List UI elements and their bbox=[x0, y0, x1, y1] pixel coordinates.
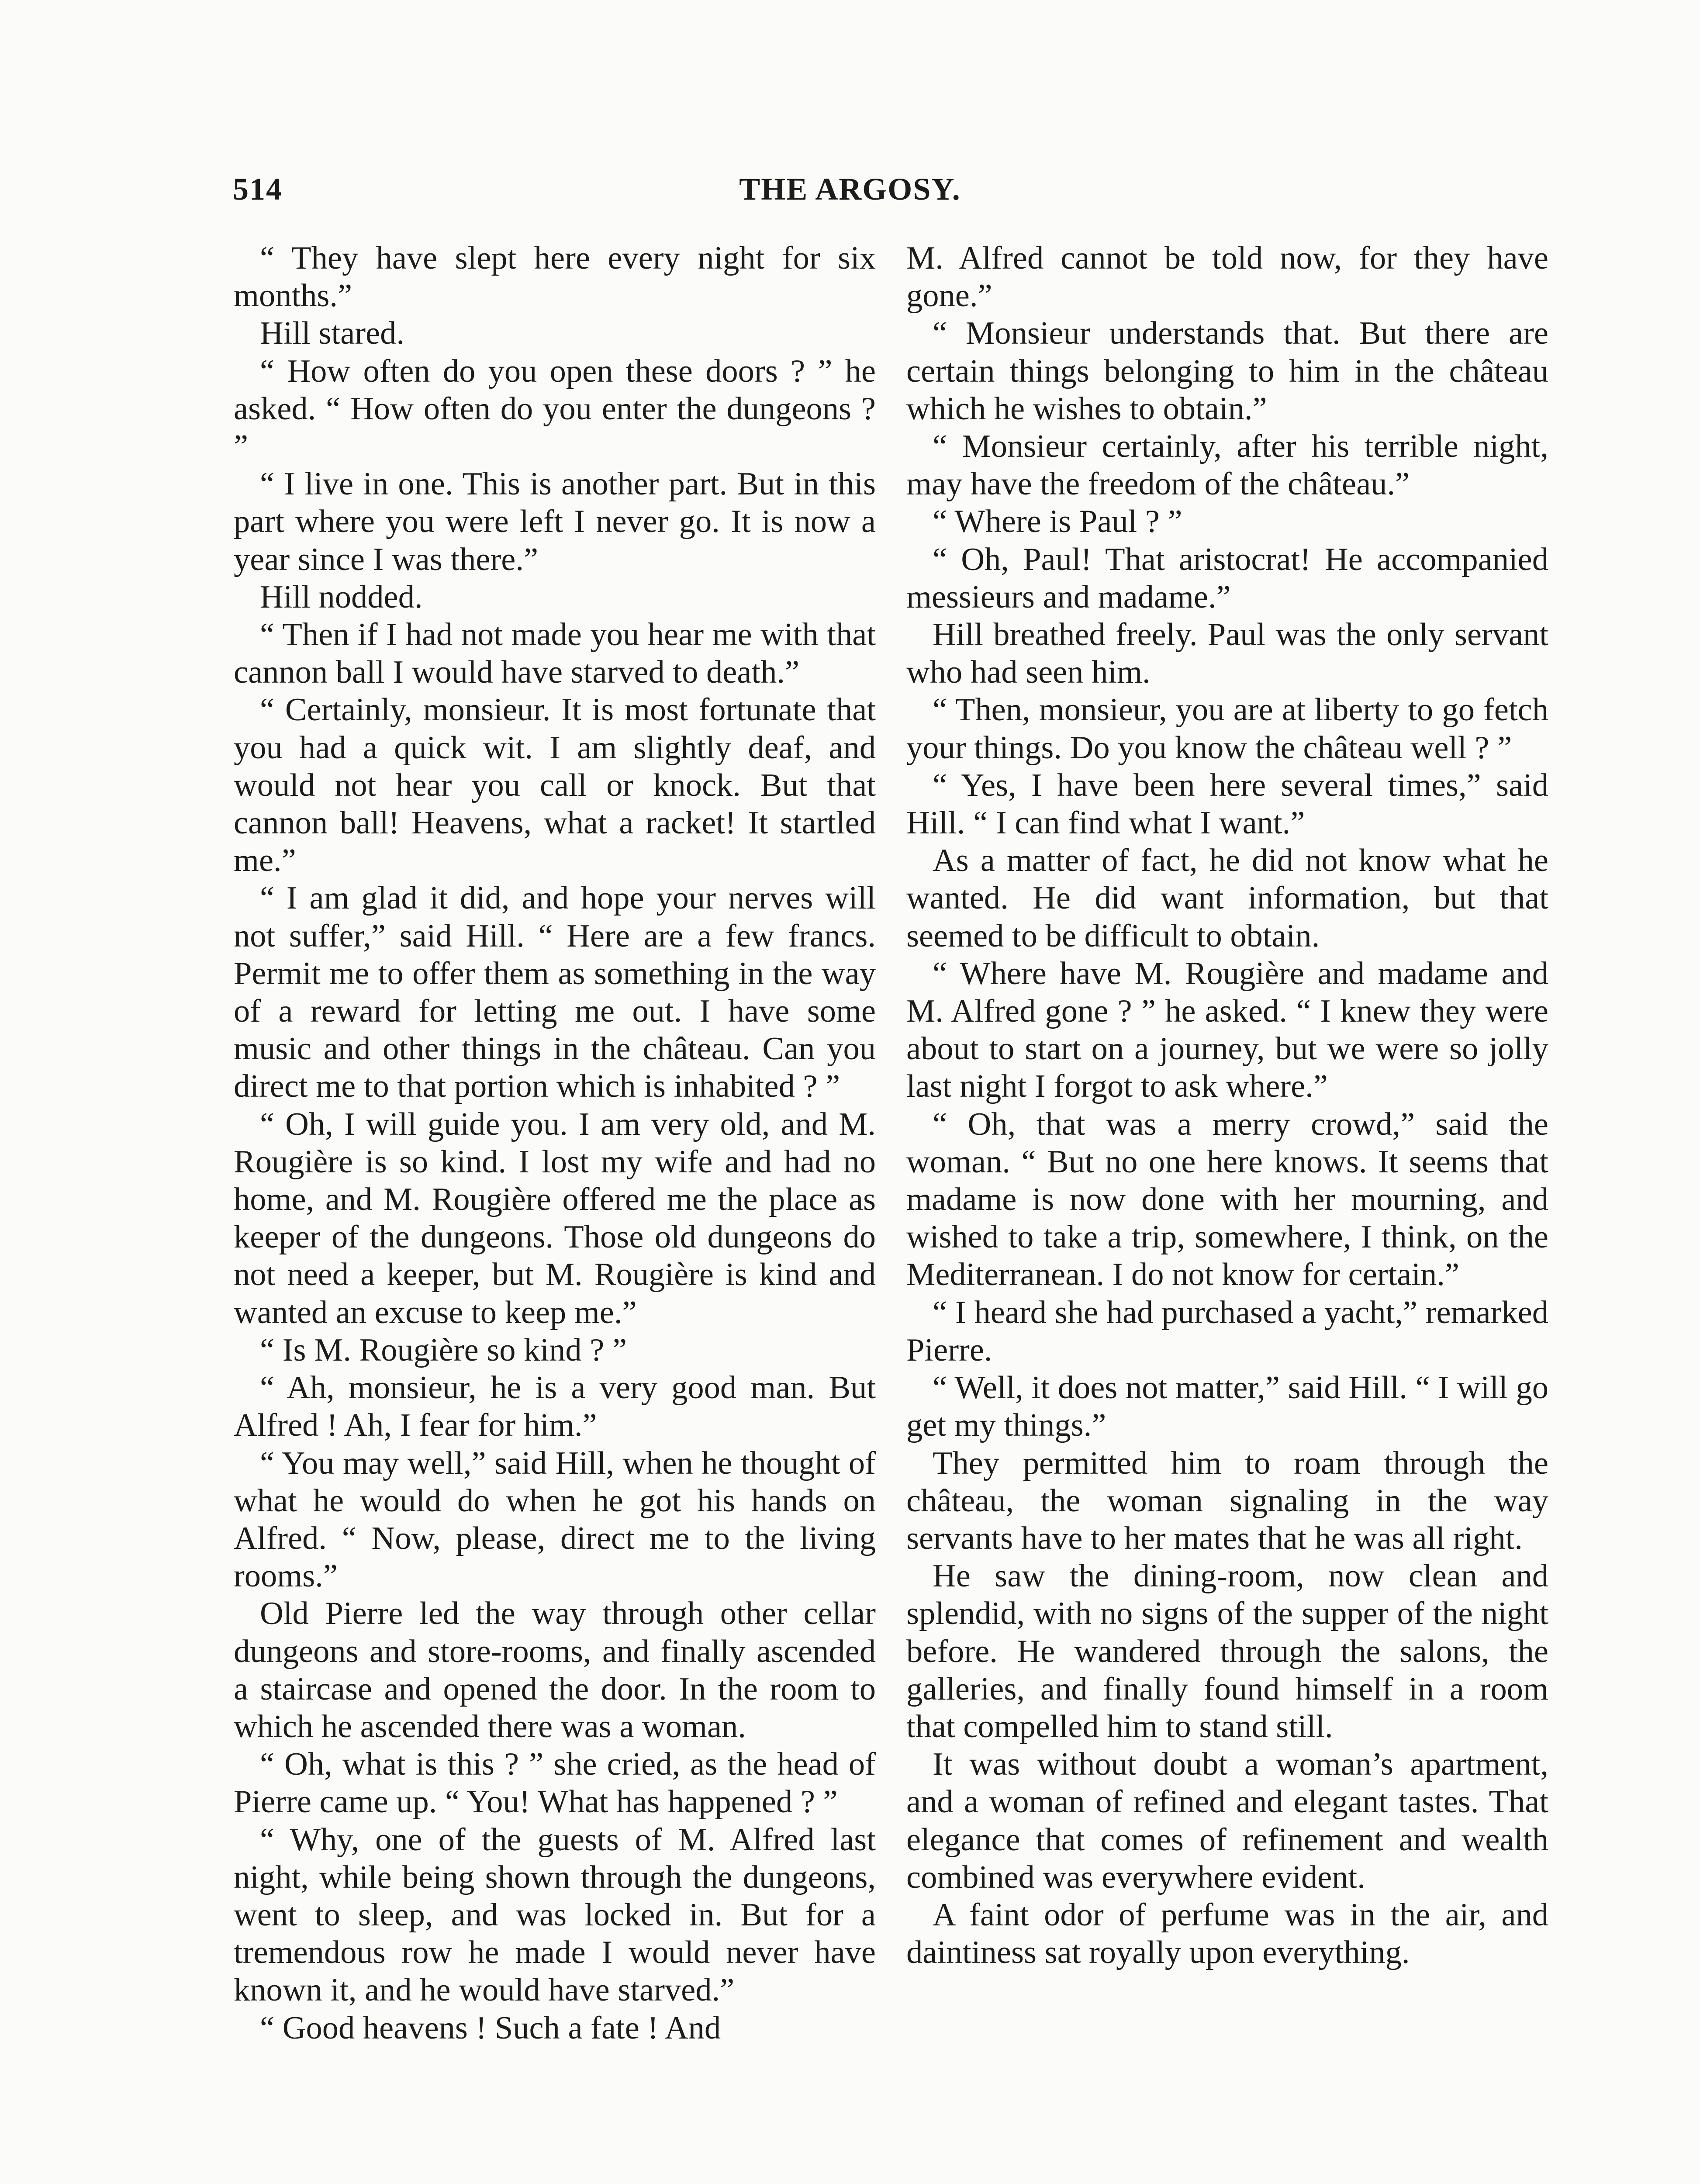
paragraph: “ How often do you open these doors ? ” he asked. “ How often do you enter the dungeons ? ” bbox=[234, 353, 876, 465]
paragraph: Hill breathed freely. Paul was the only servant who had seen him. bbox=[906, 617, 1548, 691]
left-column bbox=[234, 239, 876, 2047]
paragraph: “ Where is Paul ? ” bbox=[933, 504, 1182, 540]
paragraph: It was without doubt a woman’s apartment, and a woman of refined and elegant tastes. That elegance that comes of refinement and wealth combined was everywhere evident. bbox=[906, 1746, 1548, 1895]
paragraph: “ I live in one. This is another part. But in this part where you were left I never go. It is now a year since I was there.” bbox=[234, 466, 876, 577]
paragraph: As a matter of fact, he did not know what he wanted. He did want information, but that seemed to be difficult to obtain. bbox=[906, 843, 1548, 954]
paragraph: He saw the dining-room, now clean and splendid, with no signs of the supper of the night before. He wandered through the salons, the galleries, and finally found himself in a room that compelled him to stand still. bbox=[906, 1558, 1548, 1745]
paragraph: “ Then, monsieur, you are at liberty to go fetch your things. Do you know the château well ? ” bbox=[906, 692, 1548, 766]
running-title: THE ARGOSY. bbox=[739, 172, 961, 207]
paragraph: A faint odor of perfume was in the air, and daintiness sat royally upon everything. bbox=[906, 1897, 1548, 1971]
paragraph: “ Monsieur certainly, after his terrible night, may have the freedom of the château.” bbox=[906, 429, 1548, 502]
paragraph: “ Oh, that was a merry crowd,” said the woman. “ But no one here knows. It seems that madame is now done with her mourning, and wished to take a trip, somewhere, I think, on the Mediterranean. I do not know for certain.” bbox=[906, 1106, 1548, 1293]
paragraph: Hill nodded. bbox=[260, 579, 423, 615]
paragraph: “ I heard she had purchased a yacht,” remarked Pierre. bbox=[906, 1294, 1548, 1368]
paragraph: “ Oh, I will guide you. I am very old, and M. Rougière is so kind. I lost my wife and had no home, and M. Rougière offered me the place as keeper of the dungeons. Those old dungeons do not need a keeper, but M. Rougière is kind and wanted an excuse to keep me.” bbox=[234, 1106, 876, 1330]
paragraph: Old Pierre led the way through other cellar dungeons and store-rooms, and finally ascended a staircase and opened the door. In the room to which he ascended there was a woman. bbox=[234, 1596, 876, 1745]
paragraph: “ They have slept here every night for six months.” bbox=[234, 240, 876, 314]
paragraph: “ I am glad it did, and hope your nerves will not suffer,” said Hill. “ Here are a few francs. Permit me to offer them as something in the way of a reward for letting me out. I have some music and other things in the château. Can you direct me to that portion which is inhabited ? ” bbox=[234, 880, 876, 1105]
paragraph: “ You may well,” said Hill, when he thought of what he would do when he got his hands on Alfred. “ Now, please, direct me to the living rooms.” bbox=[234, 1445, 876, 1594]
paragraph: “ Certainly, monsieur. It is most fortunate that you had a quick wit. I am slightly deaf, and would not hear you call or knock. But that cannon ball! Heavens, what a racket! It startled me.” bbox=[234, 692, 876, 879]
paragraph: “ Well, it does not matter,” said Hill. “ I will go get my things.” bbox=[906, 1370, 1548, 1444]
paragraph: “ Good heavens ! Such a fate ! And bbox=[260, 2010, 721, 2046]
page-number: 514 bbox=[233, 172, 283, 207]
paragraph: “ Monsieur understands that. But there are certain things belonging to him in the château which he wishes to obtain.” bbox=[906, 315, 1548, 427]
paragraph: M. Alfred cannot be told now, for they have gone.” bbox=[906, 240, 1548, 314]
right-column bbox=[906, 239, 1548, 1971]
paragraph: “ Is M. Rougière so kind ? ” bbox=[260, 1332, 627, 1368]
paragraph: “ Oh, what is this ? ” she cried, as the head of Pierre came up. “ You! What has happened ? ” bbox=[234, 1746, 876, 1820]
paragraph: “ Where have M. Rougière and madame and M. Alfred gone ? ” he asked. “ I knew they were about to start on a journey, but we were so jolly last night I forgot to ask where.” bbox=[906, 955, 1548, 1105]
paragraph: Hill stared. bbox=[260, 315, 405, 352]
paragraph: “ Then if I had not made you hear me with that cannon ball I would have starved to death.” bbox=[234, 617, 876, 691]
paragraph: “ Why, one of the guests of M. Alfred last night, while being shown through the dungeons, went to sleep, and was locked in. But for a tremendous row he made I would never have known it, and he would have starved.” bbox=[234, 1821, 876, 2008]
paragraph: They permitted him to roam through the château, the woman signaling in the way servants have to her mates that he was all right. bbox=[906, 1445, 1548, 1556]
paragraph: “ Ah, monsieur, he is a very good man. But Alfred ! Ah, I fear for him.” bbox=[234, 1370, 876, 1444]
paragraph: “ Oh, Paul! That aristocrat! He accompanied messieurs and madame.” bbox=[906, 541, 1548, 615]
paragraph: “ Yes, I have been here several times,” said Hill. “ I can find what I want.” bbox=[906, 767, 1548, 841]
